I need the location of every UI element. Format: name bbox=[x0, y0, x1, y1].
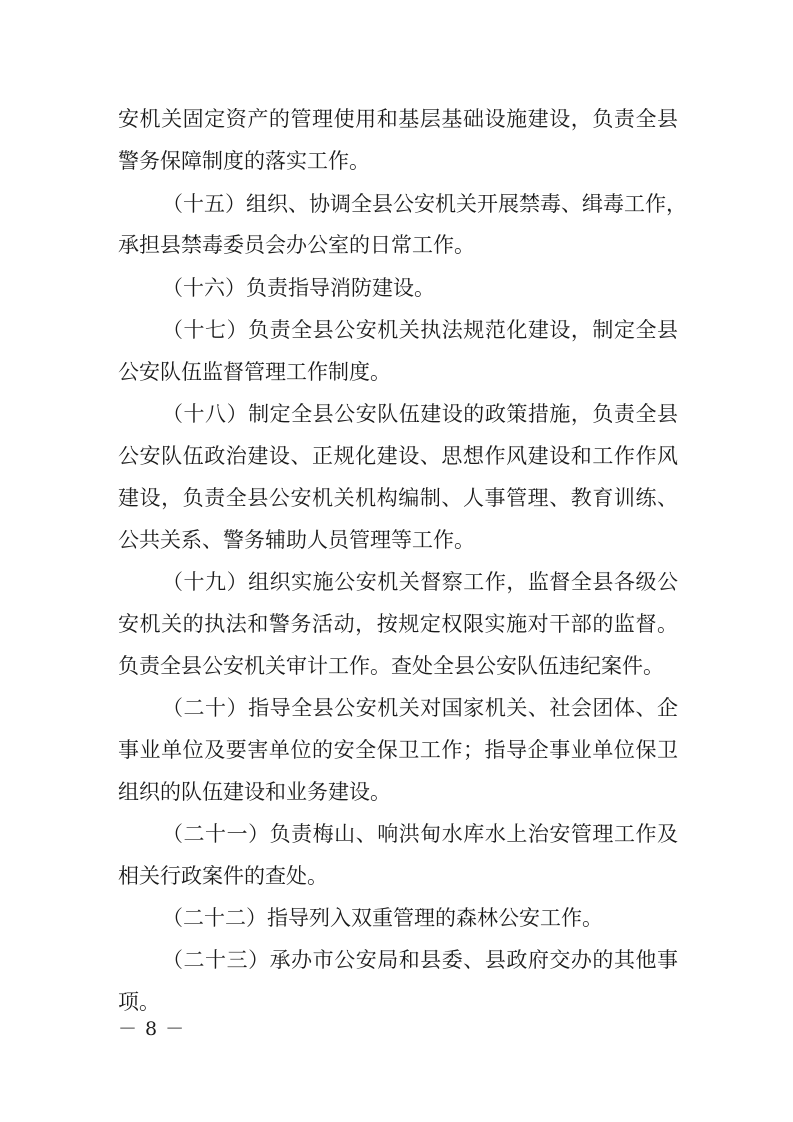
text-line: （十七）负责全县公安机关执法规范化建设，制定全县 bbox=[162, 318, 678, 342]
text-line: （二十二）指导列入双重管理的森林公安工作。 bbox=[162, 906, 603, 930]
text-line: （二十一）负责梅山、响洪甸水库水上治安管理工作及 bbox=[162, 822, 678, 846]
text-line: 安机关的执法和警务活动，按规定权限实施对干部的监督。 bbox=[118, 612, 678, 636]
text-line: 公安队伍政治建设、正规化建设、思想作风建设和工作作风 bbox=[118, 444, 678, 468]
text-line: 相关行政案件的查处。 bbox=[118, 864, 328, 888]
text-line: （十五）组织、协调全县公安机关开展禁毒、缉毒工作， bbox=[162, 192, 687, 216]
text-line: （十九）组织实施公安机关督察工作，监督全县各级公 bbox=[162, 570, 678, 594]
text-line: 组织的队伍建设和业务建设。 bbox=[118, 780, 391, 804]
page-number: － 8 － bbox=[118, 1018, 186, 1040]
text-line: （十八）制定全县公安队伍建设的政策措施，负责全县 bbox=[162, 402, 678, 426]
text-line: 公安队伍监督管理工作制度。 bbox=[118, 360, 391, 384]
text-line: （十六）负责指导消防建设。 bbox=[162, 276, 435, 300]
text-line: 承担县禁毒委员会办公室的日常工作。 bbox=[118, 233, 475, 257]
text-line: （二十三）承办市公安局和县委、县政府交办的其他事 bbox=[162, 948, 678, 972]
text-line: 负责全县公安机关审计工作。查处全县公安队伍违纪案件。 bbox=[118, 654, 664, 678]
text-line: （二十）指导全县公安机关对国家机关、社会团体、企 bbox=[162, 696, 678, 720]
text-line: 事业单位及要害单位的安全保卫工作；指导企事业单位保卫 bbox=[118, 738, 678, 762]
text-line: 警务保障制度的落实工作。 bbox=[118, 149, 370, 173]
text-line: 公共关系、警务辅助人员管理等工作。 bbox=[118, 528, 475, 552]
text-line: 安机关固定资产的管理使用和基层基础设施建设，负责全县 bbox=[118, 107, 678, 131]
text-line: 建设，负责全县公安机关机构编制、人事管理、教育训练、 bbox=[118, 486, 678, 510]
text-line: 项。 bbox=[118, 990, 160, 1014]
